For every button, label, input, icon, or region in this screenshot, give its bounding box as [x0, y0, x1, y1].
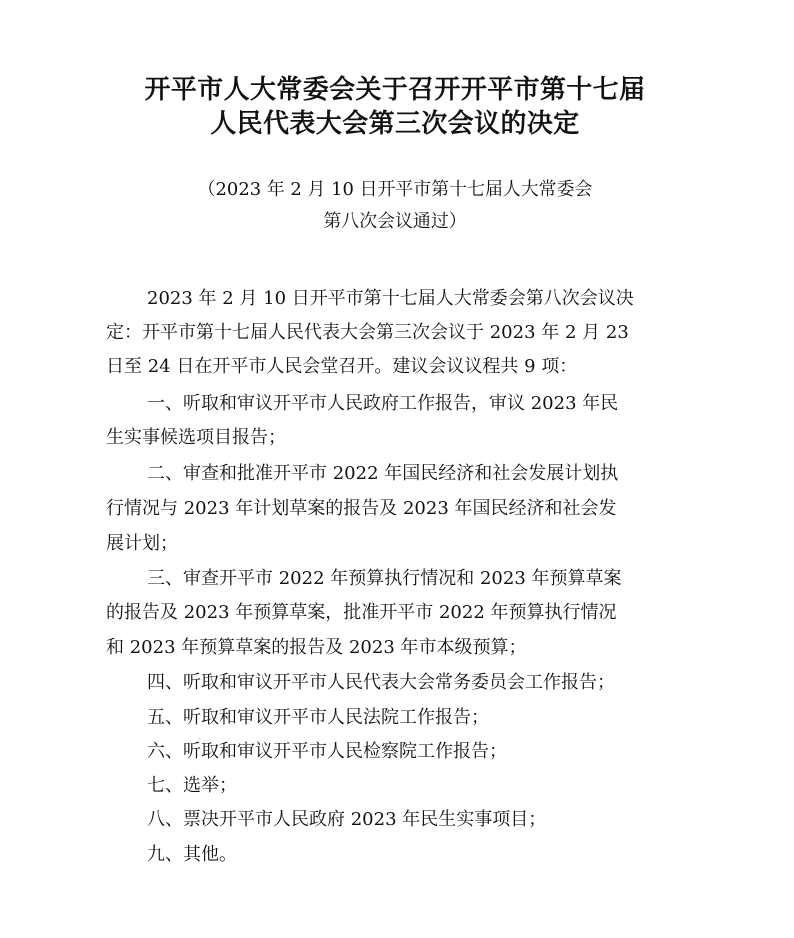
body-line-3: 日至 24 日在开平市人民会堂召开。建议会议议程共 9 项：	[106, 356, 578, 377]
agenda-item-3-line-3: 和 2023 年预算草案的报告及 2023 年市本级预算；	[106, 637, 527, 658]
adoption-note-line-2: 第八次会议通过）	[323, 211, 467, 232]
adoption-note-line-1: （2023 年 2 月 10 日开平市第十七届人大常委会	[197, 179, 593, 200]
agenda-item-8: 八、票决开平市人民政府 2023 年民生实事项目；	[147, 809, 547, 830]
body-line-1: 2023 年 2 月 10 日开平市第十七届人大常委会第八次会议决	[147, 288, 634, 309]
document-title-line-1: 开平市人大常委会关于召开开平市第十七届	[144, 75, 646, 105]
agenda-item-3-line-2: 的报告及 2023 年预算草案，批准开平市 2022 年预算执行情况	[106, 602, 617, 623]
agenda-item-4: 四、听取和审议开平市人民代表大会常务委员会工作报告；	[147, 672, 615, 693]
body-line-2: 定：开平市第十七届人民代表大会第三次会议于 2023 年 2 月 23	[106, 322, 629, 343]
agenda-item-2-line-2: 行情况与 2023 年计划草案的报告及 2023 年国民经济和社会发	[106, 498, 617, 519]
agenda-item-1-line-1: 一、听取和审议开平市人民政府工作报告，审议 2023 年民	[147, 393, 619, 414]
agenda-item-9: 九、其他。	[147, 844, 237, 865]
agenda-item-2-line-1: 二、审查和批准开平市 2022 年国民经济和社会发展计划执	[147, 463, 619, 484]
agenda-item-1-line-2: 生实事候选项目报告；	[106, 427, 286, 448]
agenda-item-5: 五、听取和审议开平市人民法院工作报告；	[147, 707, 489, 728]
agenda-item-2-line-3: 展计划；	[106, 533, 178, 554]
agenda-item-3-line-1: 三、审查开平市 2022 年预算执行情况和 2023 年预算草案	[147, 568, 622, 589]
document-title-line-2: 人民代表大会第三次会议的决定	[210, 109, 580, 139]
agenda-item-6: 六、听取和审议开平市人民检察院工作报告；	[147, 741, 507, 762]
agenda-item-7: 七、选举；	[147, 775, 237, 796]
